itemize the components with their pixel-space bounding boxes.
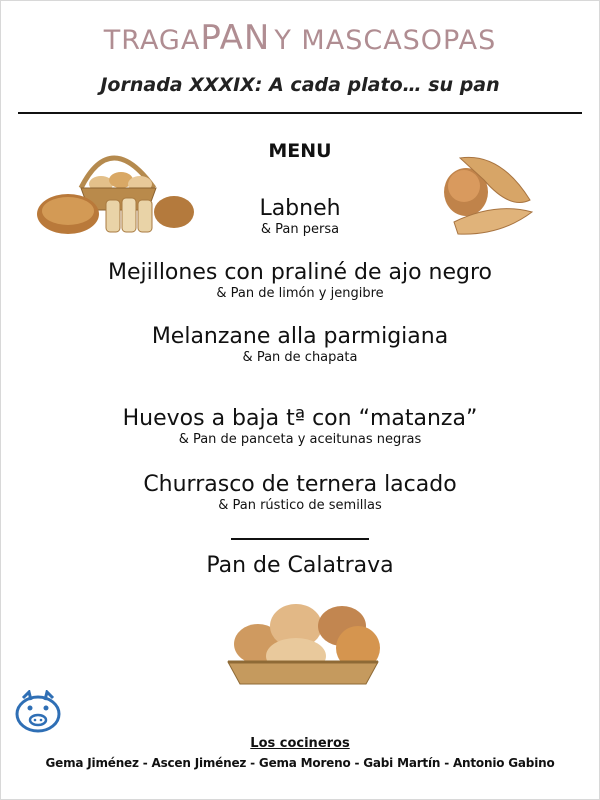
menu-item xyxy=(0,196,600,238)
dish-bread: & Pan persa xyxy=(260,222,340,237)
brand-title-part3: Y MASCASOPAS xyxy=(274,25,497,56)
dish-name: Huevos a baja tª con “matanza” xyxy=(122,406,478,431)
cooks-heading: Los cocineros xyxy=(250,736,350,751)
dish-name: Melanzane alla parmigiana xyxy=(151,324,449,349)
dish-bread: & Pan de chapata xyxy=(242,350,358,365)
final-bread: Pan de Calatrava xyxy=(206,553,394,578)
event-subtitle: Jornada XXXIX: A cada plato… su pan xyxy=(100,74,500,96)
menu-title: MENU xyxy=(268,140,332,162)
menu-divider xyxy=(231,538,369,540)
menu-item xyxy=(0,324,600,366)
dish-name: Mejillones con praliné de ajo negro xyxy=(107,260,493,285)
cooks-names: Gema Jiménez - Ascen Jiménez - Gema Moreno - Gabi Martín - Antonio Gabino xyxy=(45,756,555,770)
brand-title-part2: PAN xyxy=(200,18,271,58)
pig-icon xyxy=(13,690,63,734)
menu-item xyxy=(0,260,600,302)
dish-name: Churrasco de ternera lacado xyxy=(143,472,457,497)
bread-basket-image xyxy=(218,596,388,691)
dish-name: Labneh xyxy=(259,196,341,221)
dish-bread: & Pan rústico de semillas xyxy=(218,498,382,513)
brand-title xyxy=(0,18,600,58)
menu-item xyxy=(0,406,600,448)
header-divider xyxy=(18,112,582,114)
brand-title-part1: TRAGA xyxy=(103,25,201,56)
dish-bread: & Pan de panceta y aceitunas negras xyxy=(178,432,422,447)
dish-bread: & Pan de limón y jengibre xyxy=(216,286,384,301)
menu-item xyxy=(0,472,600,514)
